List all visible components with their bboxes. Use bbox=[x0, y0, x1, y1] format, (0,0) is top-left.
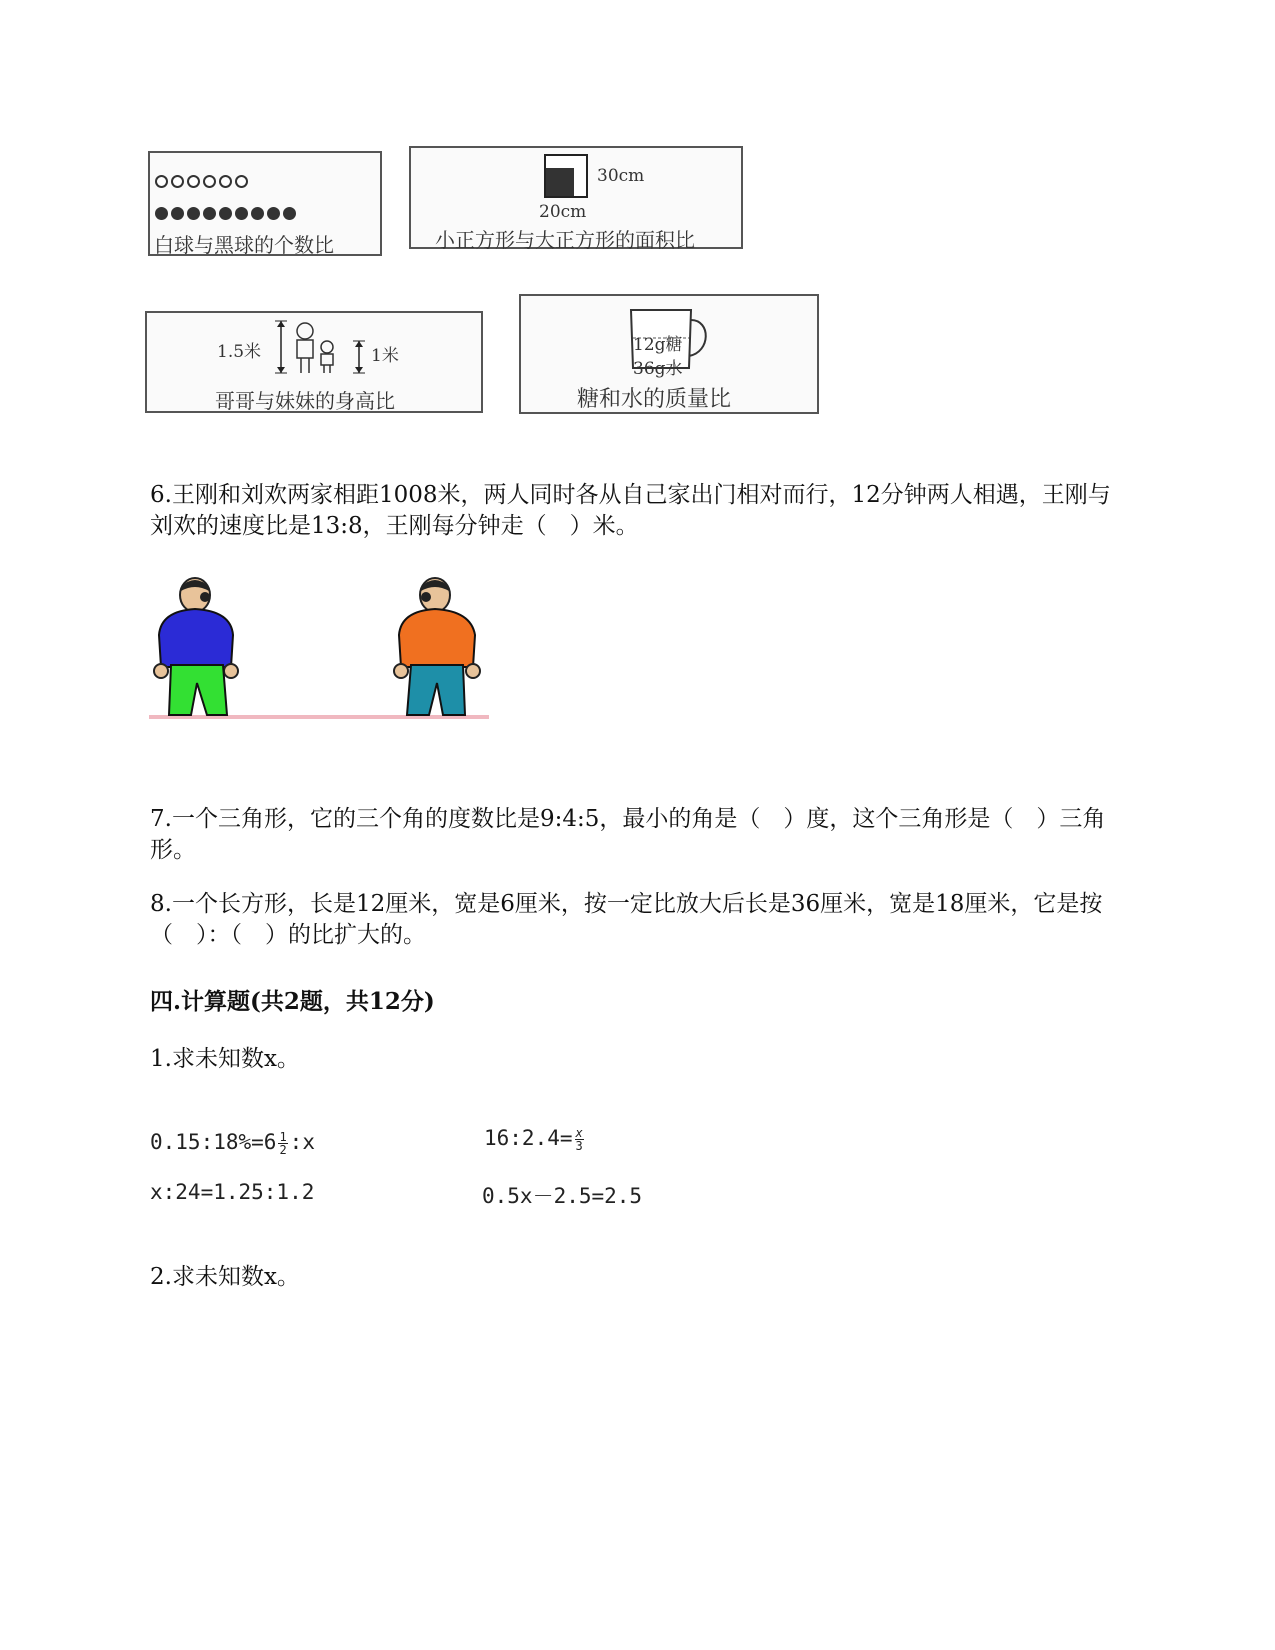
black-ball bbox=[235, 207, 248, 220]
black-ball bbox=[171, 207, 184, 220]
equation-2-fraction-denominator: 3 bbox=[575, 1138, 583, 1153]
white-ball bbox=[203, 175, 216, 188]
equation-1-fraction-denominator: 2 bbox=[279, 1142, 287, 1157]
figure-squares-caption: 小正方形与大正方形的面积比 bbox=[435, 228, 695, 252]
question-6: 6.王刚和刘欢两家相距1008米，两人同时各从自己家出门相对而行，12分钟两人相遇，王刚与刘欢的速度比是13:8，王刚每分钟走（ ）米。 bbox=[150, 482, 1111, 539]
figure-cup-ratio bbox=[519, 294, 819, 414]
equation-2 bbox=[484, 1126, 586, 1152]
white-ball bbox=[155, 175, 168, 188]
black-ball bbox=[219, 207, 232, 220]
equation-2-fraction bbox=[575, 1127, 584, 1152]
equation-4: 0.5x－2.5=2.5 bbox=[482, 1184, 643, 1208]
white-ball bbox=[235, 175, 248, 188]
white-ball bbox=[219, 175, 232, 188]
black-ball bbox=[267, 207, 280, 220]
white-ball bbox=[187, 175, 200, 188]
equation-1-fraction bbox=[278, 1131, 287, 1156]
person-left bbox=[154, 578, 238, 715]
black-ball bbox=[283, 207, 296, 220]
white-balls-row bbox=[155, 173, 251, 189]
calc-problem-2-title: 2.求未知数x。 bbox=[150, 1264, 300, 1290]
equation-2-fraction-numerator: x bbox=[575, 1125, 583, 1140]
label-sugar: 12g糖 bbox=[633, 335, 683, 355]
equation-2-prefix: 16:2.4= bbox=[484, 1126, 573, 1150]
label-large-square: 30cm bbox=[597, 166, 645, 186]
black-ball bbox=[251, 207, 264, 220]
person-right bbox=[394, 578, 480, 715]
figure-heights-caption: 哥哥与妹妹的身高比 bbox=[215, 389, 395, 413]
small-square bbox=[546, 168, 574, 196]
equation-3: x:24=1.25:1.2 bbox=[150, 1180, 315, 1204]
black-ball bbox=[187, 207, 200, 220]
figure-heights-ratio bbox=[145, 311, 483, 413]
label-brother-height: 1.5米 bbox=[217, 342, 262, 362]
equation-1-prefix: 0.15:18%=6 bbox=[150, 1130, 277, 1154]
calc-problem-1-title: 1.求未知数x。 bbox=[150, 1046, 300, 1072]
two-people-illustration bbox=[145, 575, 495, 725]
figure-squares-ratio bbox=[409, 146, 743, 252]
black-ball bbox=[203, 207, 216, 220]
section-title: 四.计算题(共2题，共12分) bbox=[150, 988, 435, 1015]
equation-1-suffix: :x bbox=[289, 1130, 315, 1154]
equation-1-fraction-numerator: 1 bbox=[279, 1129, 287, 1144]
figure-balls-ratio bbox=[148, 151, 382, 256]
children-illustration bbox=[269, 317, 379, 379]
figure-balls-caption: 白球与黑球的个数比 bbox=[154, 233, 334, 257]
label-sister-height: 1米 bbox=[371, 346, 399, 366]
figure-cup-caption: 糖和水的质量比 bbox=[577, 387, 732, 412]
equation-1 bbox=[150, 1130, 315, 1156]
label-small-square: 20cm bbox=[539, 202, 587, 222]
question-8: 8.一个长方形，长是12厘米，宽是6厘米，按一定比放大后长是36厘米，宽是18厘米，它是按（ ）：（ ）的比扩大的。 bbox=[150, 891, 1103, 948]
black-balls-row bbox=[155, 205, 299, 221]
label-water: 36g水 bbox=[633, 359, 683, 379]
question-7: 7.一个三角形，它的三个角的度数比是9:4:5，最小的角是（ ）度，这个三角形是（ ）三角形。 bbox=[150, 806, 1106, 863]
white-ball bbox=[171, 175, 184, 188]
black-ball bbox=[155, 207, 168, 220]
